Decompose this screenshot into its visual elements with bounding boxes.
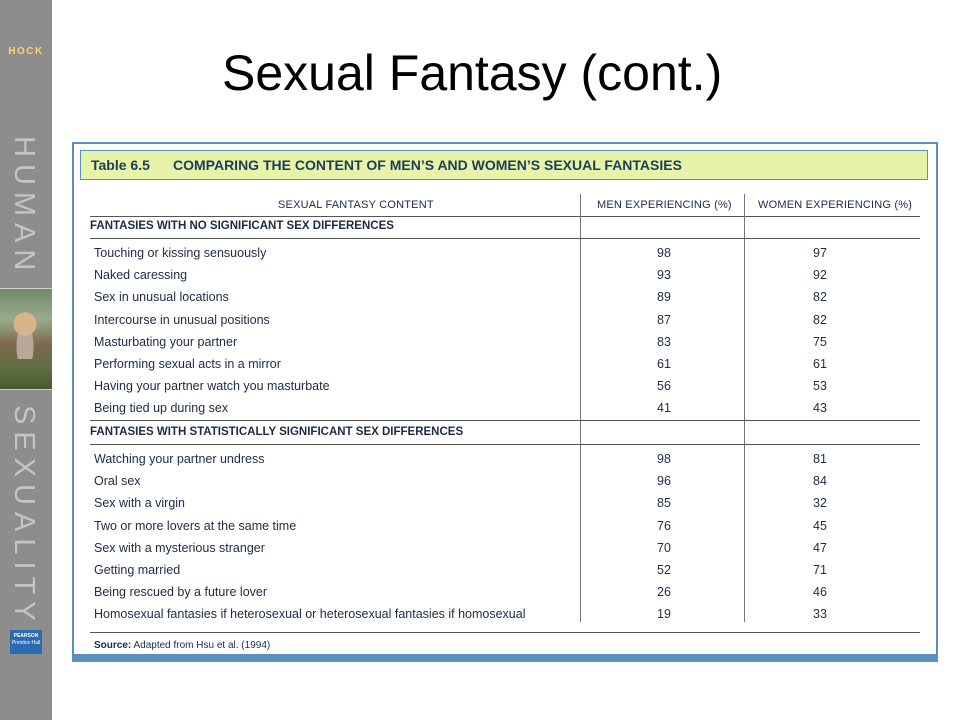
table-row: [90, 450, 920, 472]
table-row: [90, 355, 920, 377]
women-percent-cell: 84: [813, 474, 827, 489]
men-percent-cell: 76: [657, 518, 671, 533]
table-row: [90, 605, 920, 627]
table-row: [90, 583, 920, 605]
table-caption-text: COMPARING THE CONTENT OF MEN’S AND WOMEN’S SEXUAL FANTASIES: [173, 157, 682, 173]
publisher-logo: [10, 630, 42, 654]
section-rule: [90, 238, 920, 239]
table-row: [90, 244, 920, 266]
fantasy-content-cell: Intercourse in unusual positions: [94, 312, 270, 327]
fantasy-content-cell: Oral sex: [94, 474, 141, 489]
women-percent-cell: 43: [813, 401, 827, 416]
men-percent-cell: 96: [657, 474, 671, 489]
fantasy-content-cell: Having your partner watch you masturbate: [94, 379, 330, 394]
men-percent-cell: 98: [657, 246, 671, 260]
women-percent-cell: 32: [813, 496, 827, 511]
fantasy-content-cell: Being rescued by a future lover: [94, 585, 268, 600]
table-row: [90, 377, 920, 399]
table-row: [90, 311, 920, 333]
table-panel: [72, 142, 938, 662]
fantasy-content-cell: Performing sexual acts in a mirror: [94, 357, 281, 371]
section-rule: [90, 420, 920, 421]
table-row: [90, 494, 920, 516]
brand-strip: [0, 0, 52, 720]
table-row: [90, 539, 920, 561]
men-percent-cell: 61: [657, 357, 671, 371]
men-percent-cell: 52: [657, 563, 671, 577]
brand-word-sexuality: SEXUALITY: [8, 405, 40, 628]
fantasy-content-cell: Being tied up during sex: [94, 401, 229, 416]
men-percent-cell: 41: [657, 401, 671, 416]
men-percent-cell: 85: [657, 496, 671, 511]
fantasy-content-cell: Sex with a mysterious stranger: [94, 540, 265, 555]
men-percent-cell: 93: [657, 268, 671, 283]
author-label: HOCK: [8, 46, 44, 57]
fantasy-content-cell: Naked caressing: [94, 268, 188, 283]
fantasy-content-cell: Sex in unusual locations: [94, 290, 229, 305]
fantasy-content-cell: Masturbating your partner: [94, 334, 238, 349]
panel-bottom-bar: [74, 654, 936, 660]
men-percent-cell: 56: [657, 379, 671, 394]
column-header-men: MEN EXPERIENCING (%): [597, 199, 732, 211]
table-row: [90, 288, 920, 310]
table-row: [90, 266, 920, 288]
women-percent-cell: 46: [813, 585, 827, 600]
men-percent-cell: 83: [657, 334, 671, 349]
section-rule: [90, 444, 920, 445]
section-heading-no-difference: FANTASIES WITH NO SIGNIFICANT SEX DIFFERENCES: [90, 220, 394, 232]
table-row: [90, 399, 920, 421]
women-percent-cell: 53: [813, 379, 827, 394]
section-heading-significant-difference: FANTASIES WITH STATISTICALLY SIGNIFICANT SEX DIFFERENCES: [90, 426, 464, 438]
table-number: Table 6.5: [91, 157, 150, 173]
table-header-row: [90, 188, 920, 217]
table-row: [90, 561, 920, 583]
men-percent-cell: 98: [657, 452, 671, 466]
fantasy-content-cell: Getting married: [94, 563, 181, 577]
men-percent-cell: 19: [657, 607, 671, 622]
women-percent-cell: 47: [813, 540, 827, 555]
column-header-women: WOMEN EXPERIENCING (%): [758, 199, 913, 211]
women-percent-cell: 45: [813, 518, 827, 533]
fantasy-content-cell: Sex with a virgin: [94, 496, 186, 511]
men-percent-cell: 70: [657, 540, 671, 555]
table-row: [90, 333, 920, 355]
publisher-line2: Prentice Hall: [11, 640, 41, 646]
table-row: [90, 472, 920, 494]
source-text: Adapted from Hsu et al. (1994): [133, 640, 271, 651]
men-percent-cell: 87: [657, 312, 671, 327]
fantasy-content-cell: Two or more lovers at the same time: [94, 518, 297, 533]
fantasy-content-cell: Watching your partner undress: [94, 452, 265, 466]
men-percent-cell: 26: [657, 585, 671, 600]
men-percent-cell: 89: [657, 290, 671, 305]
women-percent-cell: 33: [813, 607, 827, 622]
women-percent-cell: 82: [813, 312, 827, 327]
slide-title: Sexual Fantasy (cont.): [222, 45, 723, 101]
fantasy-content-cell: Touching or kissing sensuously: [94, 246, 267, 260]
brand-word-human: HUMAN: [8, 136, 40, 278]
table-source: [94, 640, 270, 651]
women-percent-cell: 97: [813, 246, 827, 260]
women-percent-cell: 81: [813, 452, 827, 466]
women-percent-cell: 75: [813, 334, 827, 349]
table-caption: [80, 150, 928, 180]
women-percent-cell: 82: [813, 290, 827, 305]
women-percent-cell: 92: [813, 268, 827, 283]
women-percent-cell: 61: [813, 357, 827, 371]
women-percent-cell: 71: [813, 563, 827, 577]
column-header-content: SEXUAL FANTASY CONTENT: [278, 199, 434, 211]
cover-photo: [0, 288, 52, 390]
source-label: Source:: [94, 640, 132, 651]
table-bottom-rule: [90, 632, 920, 633]
table-row: [90, 517, 920, 539]
publisher-line1: PEARSON: [13, 633, 39, 639]
fantasy-content-cell: Homosexual fantasies if heterosexual or heterosexual fantasies if homosexual: [94, 607, 526, 622]
